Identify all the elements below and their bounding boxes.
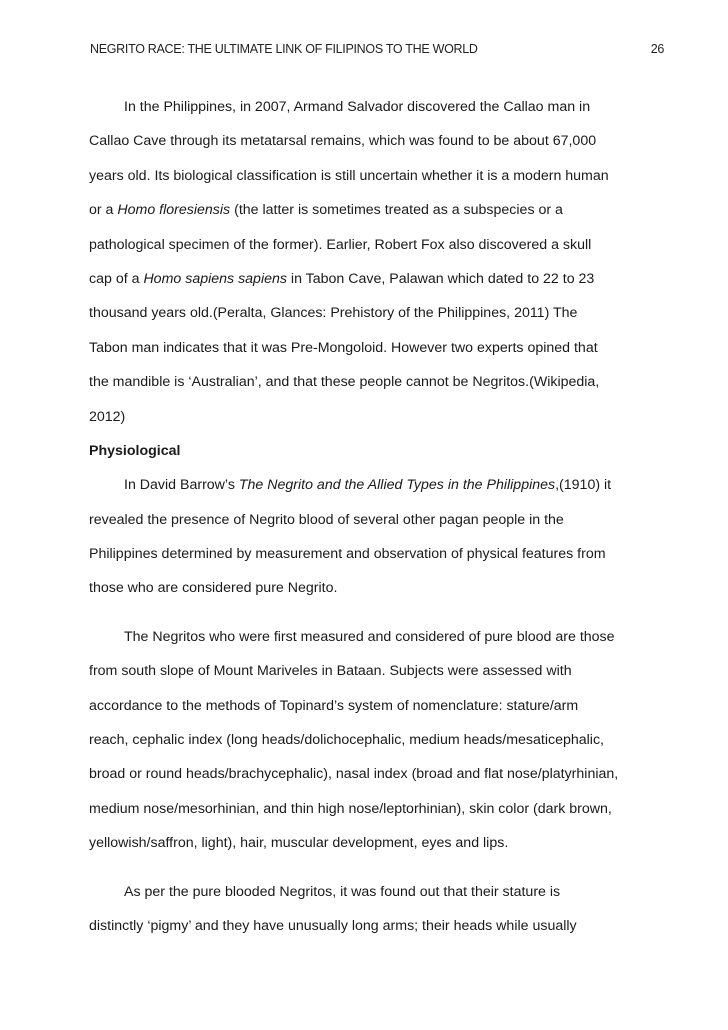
paragraph-barrow [89,475,655,613]
text-line: pathological specimen of the former). Earlier, Robert Fox also discovered a skull [89,236,592,253]
paragraph-stature [89,882,655,951]
text-line: cap of a Homo sapiens sapiens in Tabon Cave, Palawan which dated to 22 to 23 [89,270,595,287]
text-line: broad or round heads/brachycephalic), nasal index (broad and flat nose/platyrhinian, [89,766,619,783]
page-body [89,97,655,950]
text-line: those who are considered pure Negrito. [89,580,338,597]
text-line: The Negritos who were first measured and considered of pure blood are those [124,628,615,645]
text-line: or a Homo floresiensis (the latter is sometimes treated as a subspecies or a [89,202,563,219]
running-header [90,42,664,56]
text-line: medium nose/mesorhinian, and thin high nose/leptorhinian), skin color (dark brown, [89,800,612,817]
text-line: reach, cephalic index (long heads/dolichocephalic, medium heads/mesaticephalic, [89,732,604,749]
text-line: accordance to the methods of Topinard’s system of nomenclature: stature/arm [89,697,579,714]
text-line: As per the pure blooded Negritos, it was found out that their stature is [124,883,561,900]
paragraph-measurement [89,627,655,868]
text-line: revealed the presence of Negrito blood of several other pagan people in the [89,511,564,528]
text-line: In David Barrow’s The Negrito and the Allied Types in the Philippines,(1910) it [124,477,612,494]
text-line: 2012) [89,408,126,425]
section-heading: Physiological [89,442,181,459]
book-title: The Negrito and the Allied Types in the Philippines [238,477,556,494]
text-line: distinctly ‘pigmy’ and they have unusually long arms; their heads while usually [89,917,577,934]
paragraph-callao-man [89,97,655,441]
text-line: Philippines determined by measurement and observation of physical features from [89,546,606,563]
page-number: 26 [650,42,664,56]
italic-term: Homo floresiensis [117,202,231,219]
text-line: thousand years old.(Peralta, Glances: Prehistory of the Philippines, 2011) The [89,305,578,322]
running-title: NEGRITO RACE: THE ULTIMATE LINK OF FILIPINOS TO THE WORLD [90,42,478,56]
text-line: from south slope of Mount Mariveles in Bataan. Subjects were assessed with [89,663,572,680]
italic-term: Homo sapiens sapiens [143,270,287,287]
text-line: Tabon man indicates that it was Pre-Mongoloid. However two experts opined that [89,339,598,356]
text-line: In the Philippines, in 2007, Armand Salvador discovered the Callao man in [124,99,591,115]
text-line: years old. Its biological classification is still uncertain whether it is a modern human [89,167,609,184]
text-line: yellowish/saffron, light), hair, muscular development, eyes and lips. [89,835,509,852]
text-line: the mandible is ‘Australian’, and that these people cannot be Negritos.(Wikipedia, [89,374,600,391]
text-line: Callao Cave through its metatarsal remains, which was found to be about 67,000 [89,133,597,150]
